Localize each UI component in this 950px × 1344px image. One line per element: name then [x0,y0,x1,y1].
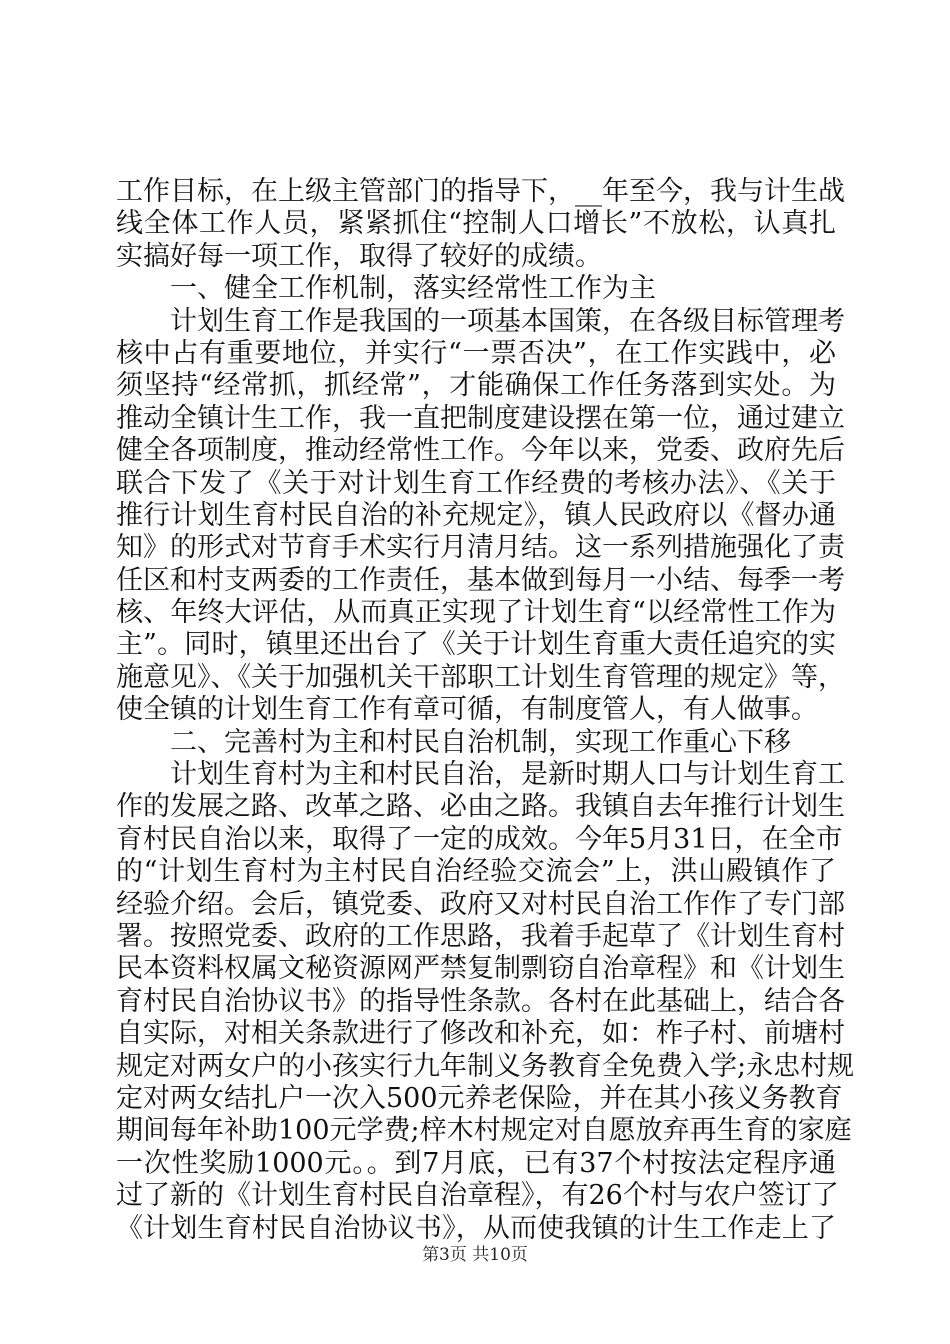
text-line: 须坚持“经常抓，抓经常”，才能确保工作任务落到实处。为 [116,370,836,402]
text-line: 育村民自治协议书》的指导性条款。各村在此基础上，结合各 [116,985,845,1017]
text-line: 的“计划生育村为主村民自治经验交流会”上，洪山殿镇作了 [116,856,836,888]
text-line: 计划生育工作是我国的一项基本国策，在各级目标管理考 [170,305,845,337]
text-line: 署。按照党委、政府的工作思路，我着手起草了《计划生育村 [116,920,845,952]
text-line: 自实际，对相关条款进行了修改和补充，如：柞子村、前塘村 [116,1018,845,1050]
text-line: 期间每年补助100元学费;梓木村规定对自愿放弃再生育的家庭 [116,1115,852,1147]
text-line: 线全体工作人员，紧紧抓住“控制人口增长”不放松，认真扎 [116,208,836,240]
text-line: 健全各项制度，推动经常性工作。今年以来，党委、政府先后 [116,435,845,467]
document-body [116,176,855,1245]
text-line: 推动全镇计生工作，我一直把制度建设摆在第一位，通过建立 [116,402,845,434]
text-line: 规定对两女户的小孩实行九年制义务教育全免费入学;永忠村规 [116,1050,855,1082]
text-line: 作的发展之路、改革之路、必由之路。我镇自去年推行计划生 [116,791,845,823]
text-line: 经验介绍。会后，镇党委、政府又对村民自治工作作了专门部 [116,888,845,920]
text-line: 核、年终大评估，从而真正实现了计划生育“以经常性工作为 [116,597,836,629]
text-line: 定对两女结扎户一次入500元养老保险，并在其小孩义务教育 [116,1082,843,1114]
text-line: 主”。同时，镇里还出台了《关于计划生育重大责任追究的实 [116,629,836,661]
text-line: 施意见》、《关于加强机关干部职工计划生育管理的规定》等， [116,661,845,693]
text-line: 推行计划生育村民自治的补充规定》，镇人民政府以《督办通 [116,499,836,531]
text-line: 知》的形式对节育手术实行月清月结。这一系列措施强化了责 [116,532,845,564]
text-line: 实搞好每一项工作，取得了较好的成绩。 [116,240,602,272]
text-line: 育村民自治以来，取得了一定的成效。今年5月31日，在全市 [116,823,843,855]
text-line: 《计划生育村民自治协议书》，从而使我镇的计生工作走上了 [116,1212,836,1244]
text-line: 使全镇的计划生育工作有章可循，有制度管人，有人做事。 [116,694,818,726]
page-footer: 第3页 共10页 [422,1245,528,1265]
text-line: 一、健全工作机制，落实经常性工作为主 [170,273,656,305]
text-line: 工作目标，在上级主管部门的指导下，__年至今，我与计生战 [116,176,845,207]
text-line: 过了新的《计划生育村民自治章程》，有26个村与农户签订了 [116,1180,839,1212]
text-line: 联合下发了《关于对计划生育工作经费的考核办法》、《关于 [116,467,836,499]
text-line: 任区和村支两委的工作责任，基本做到每月一小结、每季一考 [116,564,845,596]
text-line: 计划生育村为主和村民自治，是新时期人口与计划生育工 [170,759,845,791]
text-line: 二、完善村为主和村民自治机制，实现工作重心下移 [170,726,791,758]
text-line: 核中占有重要地位，并实行“一票否决”，在工作实践中，必 [116,337,836,369]
text-line: 民本资料权属文秘资源网严禁复制剽窃自治章程》和《计划生 [116,953,845,985]
text-line: 一次性奖励1000元。。到7月底，已有37个村按法定程序通 [116,1147,836,1179]
